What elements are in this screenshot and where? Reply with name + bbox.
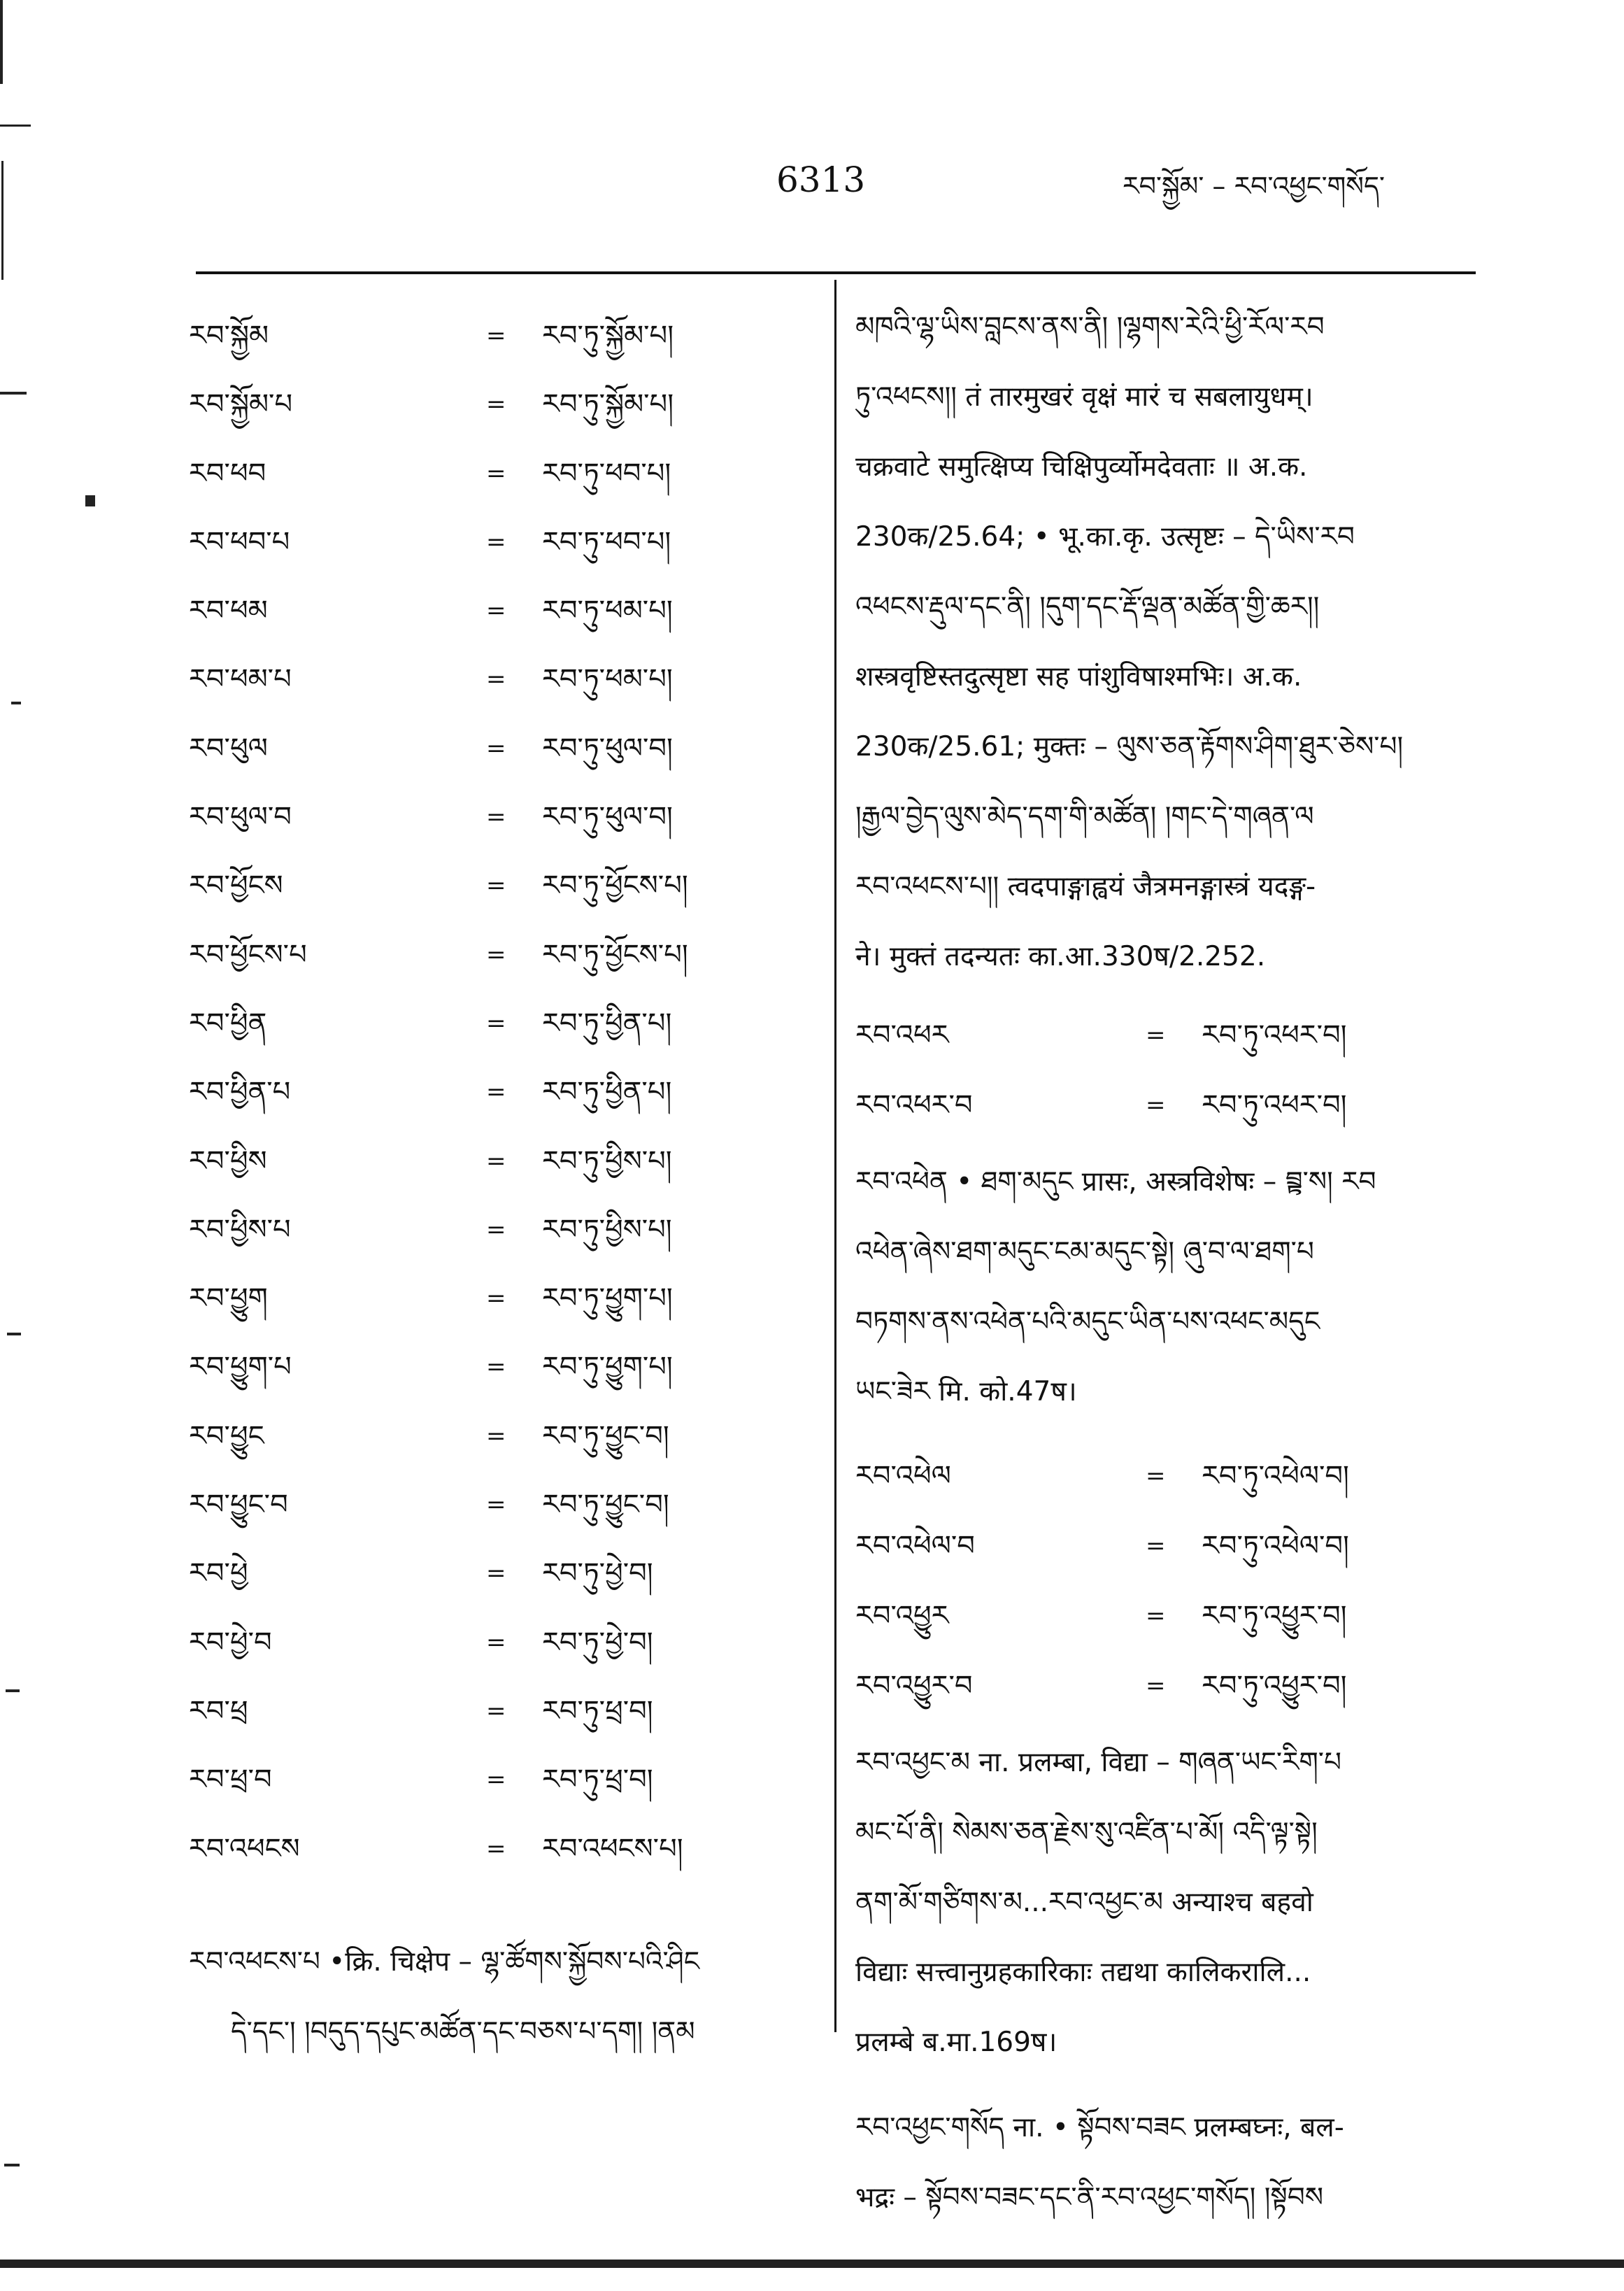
cross-ref-entry	[855, 1588, 1481, 1658]
entry-line: ཡང་ཟེར मि. को.47ष।	[855, 1376, 1077, 1407]
equals-sign: =	[486, 1009, 506, 1037]
reference-target: རབ་ཏུ་ཕྱེ་བ།	[542, 1557, 653, 1590]
cross-ref-entry	[189, 308, 832, 376]
headword: རབ་ཕྱིས་པ	[189, 1213, 291, 1246]
headword: རབ་ཕྱིན	[189, 1007, 267, 1040]
equals-sign: =	[486, 390, 506, 419]
entry-line: མཁའི་ལྷ་ཡིས་བླངས་ནས་ནི། །ལྷགས་རེའི་ཕྱི་རོལ་རབ	[855, 311, 1325, 343]
equals-sign: =	[486, 1215, 506, 1244]
equals-sign: =	[486, 1559, 506, 1588]
entry-line: རབ་འཕངས་པ •क्रि. चिक्षेप – ལྷ་ཚོགས་སྐྱོབས་པའི་ཤིང	[189, 1946, 700, 1978]
cross-ref-entry	[855, 1448, 1481, 1518]
equals-sign: =	[486, 803, 506, 832]
reference-target: རབ་ཏུ་ཕྱུག་པ།	[542, 1282, 673, 1315]
reference-target: རབ་ཏུ་ཕུལ་བ།	[542, 732, 673, 765]
headword: རབ་འཕྱུར་བ	[855, 1670, 973, 1702]
cross-ref-entry	[855, 1518, 1481, 1588]
reference-target: རབ་འཕངས་པ།	[542, 1832, 683, 1865]
scan-edge-mark	[85, 495, 95, 506]
headword: རབ་ཕམ	[189, 595, 268, 627]
headword: རབ་ཕྱིན་པ	[189, 1076, 291, 1109]
headword: རབ་ཕྱུག	[189, 1282, 268, 1315]
right-column	[855, 292, 1481, 2233]
reference-target: རབ་ཏུ་ཕྱིས་པ།	[542, 1213, 672, 1246]
cross-ref-entry	[189, 1752, 832, 1820]
reference-target: རབ་ཏུ་འཕེལ་བ།	[1202, 1530, 1349, 1562]
entry-line: प्रलम्बे ब.मा.169ष।	[855, 2027, 1057, 2058]
equals-sign: =	[486, 322, 506, 350]
equals-sign: =	[486, 597, 506, 625]
reference-target: རབ་ཏུ་སྐྱོམ་པ།	[542, 320, 674, 352]
headword: རབ་ཕྱུང་བ	[189, 1489, 288, 1522]
equals-sign: =	[486, 734, 506, 763]
column-divider	[834, 280, 836, 2032]
reference-target: རབ་ཏུ་ཕྱེ་བ།	[542, 1626, 653, 1659]
cross-ref-entry	[189, 1545, 832, 1614]
cross-ref-entry	[189, 995, 832, 1064]
cross-ref-entry	[855, 1077, 1481, 1147]
entry-rab-phyang-ma	[855, 1728, 1481, 2078]
entry-line: དེ་དང་། །བདུད་དཔུང་མཚོན་དང་བཅས་པ་དག། །ནམ	[231, 2016, 695, 2048]
entry-line: འཕེན་ཞེས་ཐག་མདུང་ངམ་མདུང་སྟེ། ཞུ་བ་ལ་ཐག་པ	[855, 1236, 1314, 1268]
entry-line: མང་པོ་ནི། སེམས་ཅན་རྗེས་སུ་འཛིན་པ་མོ། འདི་ལྟ་སྟེ།	[855, 1817, 1318, 1848]
reference-target: རབ་ཏུ་འཕྱུར་བ།	[1202, 1600, 1347, 1632]
headword: རབ་ཕྱུང	[189, 1419, 264, 1452]
reference-target: རབ་ཏུ་འཕར་བ།	[1202, 1019, 1347, 1051]
equals-sign: =	[1146, 1602, 1166, 1630]
headword: རབ་འཕེལ	[855, 1460, 951, 1492]
entry-continuation	[855, 292, 1481, 992]
cross-ref-entry	[189, 1270, 832, 1339]
cross-ref-entry	[855, 1658, 1481, 1728]
entry-rab-phen	[855, 1147, 1481, 1427]
equals-sign: =	[486, 459, 506, 488]
equals-sign: =	[486, 1353, 506, 1382]
cross-ref-entry	[189, 514, 832, 583]
cross-ref-entry	[189, 376, 832, 445]
cross-ref-entry	[189, 1615, 832, 1683]
headword: རབ་ཕྱོངས	[189, 870, 283, 902]
scan-edge-mark	[11, 702, 21, 704]
equals-sign: =	[486, 1834, 506, 1863]
equals-sign: =	[1146, 1672, 1166, 1700]
cross-ref-entry	[189, 651, 832, 720]
entry-rab-phyang-gsod	[855, 2093, 1481, 2233]
equals-sign: =	[486, 665, 506, 694]
scan-edge-mark	[1, 161, 3, 280]
running-head: རབ་སྐྱོམ་ – རབ་འཕྱང་གསོད་	[1123, 171, 1385, 201]
headword: རབ་འཕར	[855, 1019, 949, 1051]
entry-line: རབ་འཕངས་པ།། त्वदपाङ्गाह्वयं जैत्रमनङ्गास्त्रं यदङ्ग-	[855, 871, 1316, 902]
equals-sign: =	[486, 1421, 506, 1450]
entry-line: 230क/25.64; • भू.का.कृ. उत्सृष्टः – དེ་ཡིས་རབ	[855, 521, 1355, 553]
reference-target: རབ་ཏུ་ཕྱོངས་པ།	[542, 870, 688, 902]
cross-ref-entry	[189, 1339, 832, 1407]
reference-target: རབ་ཏུ་ཕུལ་བ།	[542, 801, 673, 834]
entry-rab-phangs-pa	[189, 1927, 822, 2067]
headword: རབ་ཕྲ	[189, 1694, 248, 1727]
cross-ref-entry	[189, 927, 832, 995]
equals-sign: =	[486, 872, 506, 900]
headword: རབ་ཕབ་པ	[189, 525, 290, 558]
entry-line: རབ་འཕེན • ཐག་མདུང प्रासः, अस्त्रविशेषः – བྲྟ་ས། རབ	[855, 1166, 1376, 1198]
equals-sign: =	[486, 527, 506, 556]
equals-sign: =	[486, 1766, 506, 1794]
headword: རབ་འཕྱུར	[855, 1600, 949, 1632]
reference-target: རབ་ཏུ་ཕམ་པ།	[542, 595, 673, 627]
headword: རབ་ཕུལ་བ	[189, 801, 292, 834]
cross-ref-entry	[189, 446, 832, 514]
cross-ref-entry	[189, 1202, 832, 1270]
reference-target: རབ་ཏུ་ཕྱུག་པ།	[542, 1351, 673, 1384]
equals-sign: =	[486, 1491, 506, 1519]
equals-sign: =	[486, 1284, 506, 1313]
entry-line: བཏགས་ནས་འཕེན་པའི་མདུང་ཡིན་པས་འཕང་མདུང	[855, 1306, 1320, 1338]
equals-sign: =	[1146, 1021, 1166, 1049]
cross-ref-entry	[189, 1821, 832, 1889]
reference-target: རབ་ཏུ་ཕྱོངས་པ།	[542, 938, 688, 971]
cross-ref-entry	[189, 858, 832, 926]
entry-line: །རྒྱལ་བྱེད་ལུས་མེད་དག་གི་མཚོན། །གང་དེ་གཞན་ལ	[855, 801, 1314, 832]
reference-target: རབ་ཏུ་འཕྱུར་བ།	[1202, 1670, 1347, 1702]
headword: རབ་ཕྱུག་པ	[189, 1351, 292, 1384]
headword: རབ་སྐྱོམ་པ	[189, 388, 293, 421]
cross-ref-entry	[189, 1477, 832, 1545]
cross-ref-entry	[189, 1133, 832, 1202]
cross-ref-entry	[189, 1683, 832, 1752]
left-column	[189, 308, 832, 1889]
equals-sign: =	[486, 1147, 506, 1175]
headword: རབ་ཕྱེ	[189, 1557, 248, 1590]
cross-ref-entry	[189, 789, 832, 858]
headword: རབ་ཕུལ	[189, 732, 268, 765]
reference-target: རབ་ཏུ་ཕྱུང་བ།	[542, 1419, 669, 1452]
equals-sign: =	[486, 1696, 506, 1725]
reference-target: རབ་ཏུ་ཕྱིན་པ།	[542, 1076, 672, 1109]
page-number: 6313	[776, 159, 866, 200]
reference-target: རབ་ཏུ་ཕབ་པ།	[542, 525, 671, 558]
header-rule	[196, 271, 1476, 274]
entry-line: ने। मुक्तं तदन्यतः का.आ.330ष/2.252.	[855, 941, 1266, 972]
reference-target: རབ་ཏུ་ཕྲ་བ།	[542, 1764, 653, 1796]
equals-sign: =	[486, 1078, 506, 1107]
scan-edge-mark	[0, 0, 3, 84]
equals-sign: =	[1146, 1462, 1166, 1490]
scan-bottom-band	[0, 2260, 1624, 2268]
scan-edge-mark	[0, 125, 31, 127]
cross-ref-entry	[189, 721, 832, 789]
cross-ref-entry	[189, 583, 832, 651]
entry-line: འཕངས་རྡུལ་དང་ནི། །དུག་དང་རྡོ་ལྡན་མཚོན་གྱི་ཆར།།	[855, 591, 1320, 623]
headword: རབ་ཕམ་པ	[189, 663, 292, 696]
entry-line: རབ་འཕྱང་མ ना. प्रलम्बा, विद्या – གཞན་ཡང་རིག་པ	[855, 1747, 1341, 1778]
equals-sign: =	[1146, 1532, 1166, 1560]
reference-target: རབ་ཏུ་ཕམ་པ།	[542, 663, 673, 696]
headword: རབ་ཕྱོངས་པ	[189, 938, 307, 971]
entry-line: भद्रः – སྟོབས་བཟང་དང་ནི་རབ་འཕྱང་གསོད། །སྟོབས	[855, 2182, 1324, 2213]
headword: རབ་འཕེལ་བ	[855, 1530, 975, 1562]
reference-target: རབ་ཏུ་ཕྱིས་པ།	[542, 1144, 672, 1177]
scan-edge-mark	[4, 2164, 20, 2166]
entry-line: ནག་མོ་གཙིགས་མ...རབ་འཕྱང་མ अन्याश्च बहवो	[855, 1887, 1313, 1918]
scan-edge-mark	[7, 1333, 21, 1335]
entry-line: चक्रवाटे समुत्क्षिप्य चिक्षिपुर्व्योमदेवताः ॥ अ.क.	[855, 451, 1308, 483]
reference-target: རབ་ཏུ་ཕྲ་བ།	[542, 1694, 653, 1727]
entry-line: 230क/25.61; मुक्तः – ལུས་ཅན་རྟོགས་ཤིག་ཐུར་ཅེས་པ།	[855, 731, 1404, 763]
cross-ref-entry	[189, 1408, 832, 1477]
equals-sign: =	[486, 940, 506, 969]
cross-ref-entry	[189, 1064, 832, 1133]
headword: རབ་ཕྱེ་བ	[189, 1626, 272, 1659]
headword: རབ་ཕྲ་བ	[189, 1764, 272, 1796]
equals-sign: =	[1146, 1091, 1166, 1119]
entry-line: विद्याः सत्त्वानुग्रहकारिकाः तद्यथा कालिकरालि...	[855, 1957, 1311, 1988]
reference-target: རབ་ཏུ་ཕབ་པ།	[542, 457, 671, 490]
reference-target: རབ་ཏུ་སྐྱོམ་པ།	[542, 388, 674, 421]
scan-edge-mark	[0, 392, 27, 395]
reference-target: རབ་ཏུ་ཕྱུང་བ།	[542, 1489, 669, 1522]
headword: རབ་འཕར་བ	[855, 1089, 973, 1121]
headword: རབ་འཕངས	[189, 1832, 300, 1865]
equals-sign: =	[486, 1628, 506, 1657]
reference-target: རབ་ཏུ་ཕྱིན་པ།	[542, 1007, 672, 1040]
cross-ref-entry	[855, 1007, 1481, 1077]
reference-target: རབ་ཏུ་འཕར་བ།	[1202, 1089, 1347, 1121]
reference-target: རབ་ཏུ་འཕེལ་བ།	[1202, 1460, 1349, 1492]
entry-line: शस्त्रवृष्टिस्तदुत्सृष्टा सह पांशुविषाश्मभिः। अ.क.	[855, 661, 1302, 693]
headword: རབ་ཕབ	[189, 457, 266, 490]
entry-line: རབ་འཕྱང་གསོད ना. • སྟོབས་བཟང प्रलम्बघ्नः, बल-	[855, 2112, 1344, 2143]
headword: རབ་ཕྱིས	[189, 1144, 267, 1177]
headword: རབ་སྐྱོམ	[189, 320, 269, 352]
scan-edge-mark	[6, 1689, 20, 1692]
entry-line: ཏུ་འཕངས།། तं तारमुखरं वृक्षं मारं च सबलायुधम्।	[855, 381, 1313, 413]
